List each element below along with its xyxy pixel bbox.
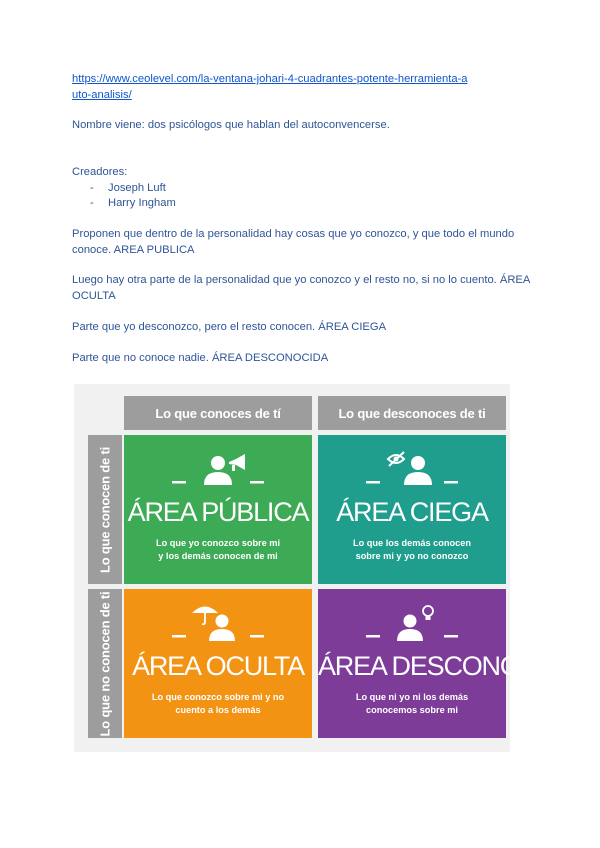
row-header-conocen-label: Lo que conocen de ti bbox=[97, 446, 113, 573]
paragraph-publica: Proponen que dentro de la personalidad hay cosas que yo conozco, y que todo el mundo conoce. AREA PUBLICA bbox=[72, 228, 515, 256]
creator-item: - Joseph Luft bbox=[72, 181, 542, 197]
quadrant-title: ÁREA OCULTA bbox=[132, 651, 304, 681]
quadrant-description: Lo que ni yo ni los demás conocemos sobre mi bbox=[355, 692, 469, 715]
creators-section bbox=[72, 165, 542, 212]
source-link[interactable] bbox=[72, 72, 542, 103]
quadrant-title: ÁREA CIEGA bbox=[336, 497, 488, 527]
source-link-anchor[interactable] bbox=[72, 73, 467, 101]
paragraph-ciega: Parte que yo desconozco, pero el resto conocen. ÁREA CIEGA bbox=[72, 321, 387, 333]
quadrant-description: Lo que conozco sobre mi y no cuento a los demás bbox=[151, 692, 285, 715]
paragraph-nombre: Nombre viene: dos psicólogos que hablan del autoconvencerse. bbox=[72, 119, 390, 131]
person-megaphone-icon bbox=[124, 449, 312, 489]
quadrant-description: Lo que los demás conocen sobre mi y yo no conozco bbox=[353, 538, 471, 561]
person-lightbulb-icon bbox=[318, 603, 506, 643]
row-header-no-conocen bbox=[88, 589, 122, 738]
quadrant-area-desconocida bbox=[318, 589, 580, 738]
quadrant-title: ÁREA DESCONOCIDA bbox=[318, 651, 580, 681]
paragraph-desconocida: Parte que no conoce nadie. ÁREA DESCONOCIDA bbox=[72, 352, 329, 364]
johari-window-diagram bbox=[74, 384, 580, 752]
person-hidden-eye-icon bbox=[318, 449, 506, 489]
row-header-conocen bbox=[88, 435, 122, 584]
creator-item: - Harry Ingham bbox=[72, 196, 542, 212]
col-header-desconoces: Lo que desconoces de ti bbox=[318, 396, 506, 430]
paragraph-oculta: Luego hay otra parte de la personalidad que yo conozco y el resto no, si no lo cuento. ÁREA OCULTA bbox=[72, 274, 530, 302]
source-link-line-2: uto-analisis/ bbox=[72, 88, 132, 101]
creators-list bbox=[72, 181, 542, 212]
col-header-conoces: Lo que conoces de tí bbox=[124, 396, 312, 430]
quadrant-title: ÁREA PÚBLICA bbox=[127, 497, 309, 527]
quadrant-area-oculta bbox=[124, 589, 312, 738]
person-umbrella-icon bbox=[124, 603, 312, 643]
row-header-no-conocen-label: Lo que no conocen de ti bbox=[97, 591, 113, 736]
quadrant-description: Lo que yo conozco sobre mi y los demás conocen de mi bbox=[155, 538, 281, 561]
quadrant-area-publica bbox=[124, 435, 312, 584]
source-link-line-1: https://www.ceolevel.com/la-ventana-johari-4-cuadrantes-potente-herramienta-a bbox=[72, 73, 468, 85]
quadrant-area-ciega bbox=[318, 435, 506, 584]
creators-label: Creadores: bbox=[72, 166, 128, 178]
